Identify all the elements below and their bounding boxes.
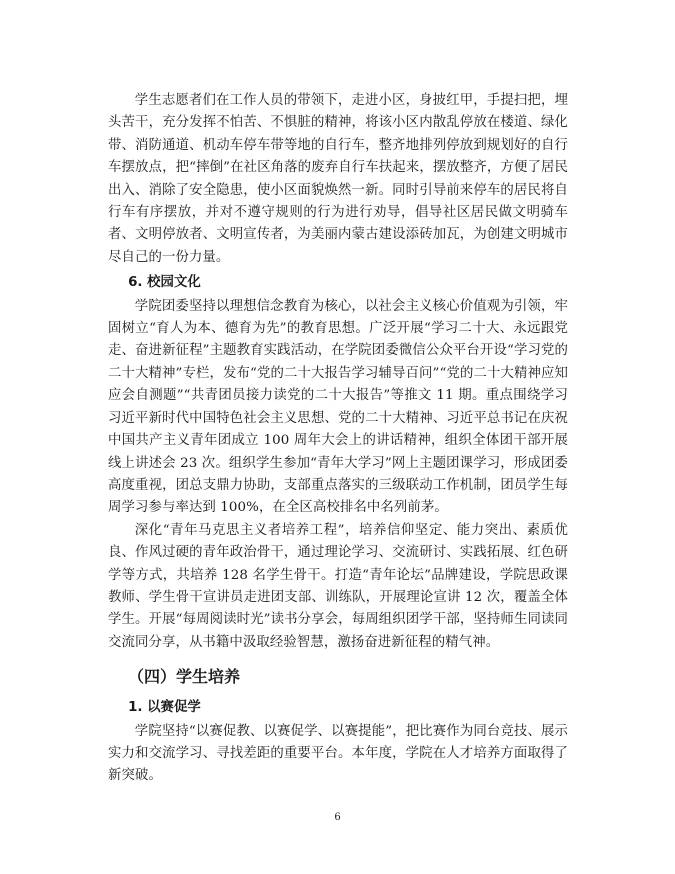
subsection-heading-competition: 1. 以赛促学 [128, 700, 201, 716]
page-content [108, 90, 568, 788]
section-heading-student-training: （四）学生培养 [128, 667, 241, 687]
body-paragraph: 学院坚持“以赛促教、以赛促学、以赛提能”，把比赛作为同台竞技、展示实力和交流学习、寻找差距的重要平台。本年度，学院在人才培养方面取得了新突破。 [108, 723, 568, 784]
body-paragraph: 学生志愿者们在工作人员的带领下，走进小区，身披红甲，手提扫把，埋头苦干，充分发挥不怕苦、不惧脏的精神，将该小区内散乱停放在楼道、绿化带、消防通道、机动车停车带等地的自行车，整齐地排列停放到规划好的自行车摆放点，把“摔倒”在社区角落的废弃自行车扶起来，摆放整齐，方便了居民出入、消除了安全隐患，使小区面貌焕然一新。同时引导前来停车的居民将自行车有序摆放，并对不遵守规则的行为进行劝导，倡导社区居民做文明骑车者、文明停放者、文明宣传者，为美丽内蒙古建设添砖加瓦，为创建文明城市尽自己的一份力量。 [108, 93, 568, 265]
body-paragraph: 深化“青年马克思主义者培养工程”，培养信仰坚定、能力突出、素质优良、作风过硬的青年政治骨干，通过理论学习、交流研讨、实践拓展、红色研学等方式，共培养 128 名学生骨干。打造“青年论坛”品牌建设，学院思政课教师、学生骨干宣讲员走进团支部、训练队，开展理论宣讲 12 次，覆盖全体学生。开展“每周阅读时光”读书分享会，每周组织团学干部，坚持师生同读同交流同分享，从书籍中汲取经验智慧，激扬奋进新征程的精气神。 [108, 522, 568, 650]
subsection-heading-campus-culture: 6. 校园文化 [128, 275, 201, 291]
body-paragraph: 学院团委坚持以理想信念教育为核心，以社会主义核心价值观为引领，牢固树立“育人为本、德育为先”的教育思想。广泛开展“学习二十大、永远跟党走、奋进新征程”主题教育实践活动，在学院团委微信公众平台开设“学习党的二十大精神”专栏，发布“党的二十大报告学习辅导百问”“党的二十大精神应知应会自测题”“共青团员接力读党的二十大报告”等推文 11 期。重点围绕学习习近平新时代中国特色社会主义思想、党的二十大精神、习近平总书记在庆祝中国共产主义青年团成立 100 周年大会上的讲话精神，组织全体团干部开展线上讲述会 23 次。组织学生参加“青年大学习”网上主题团课学习，形成团委高度重视，团总支鼎力协助，支部重点落实的三级联动工作机制，团员学生每周学习参与率达到 100%，在全区高校排名中名列前茅。 [108, 298, 568, 516]
page-number: 6 [334, 812, 341, 823]
